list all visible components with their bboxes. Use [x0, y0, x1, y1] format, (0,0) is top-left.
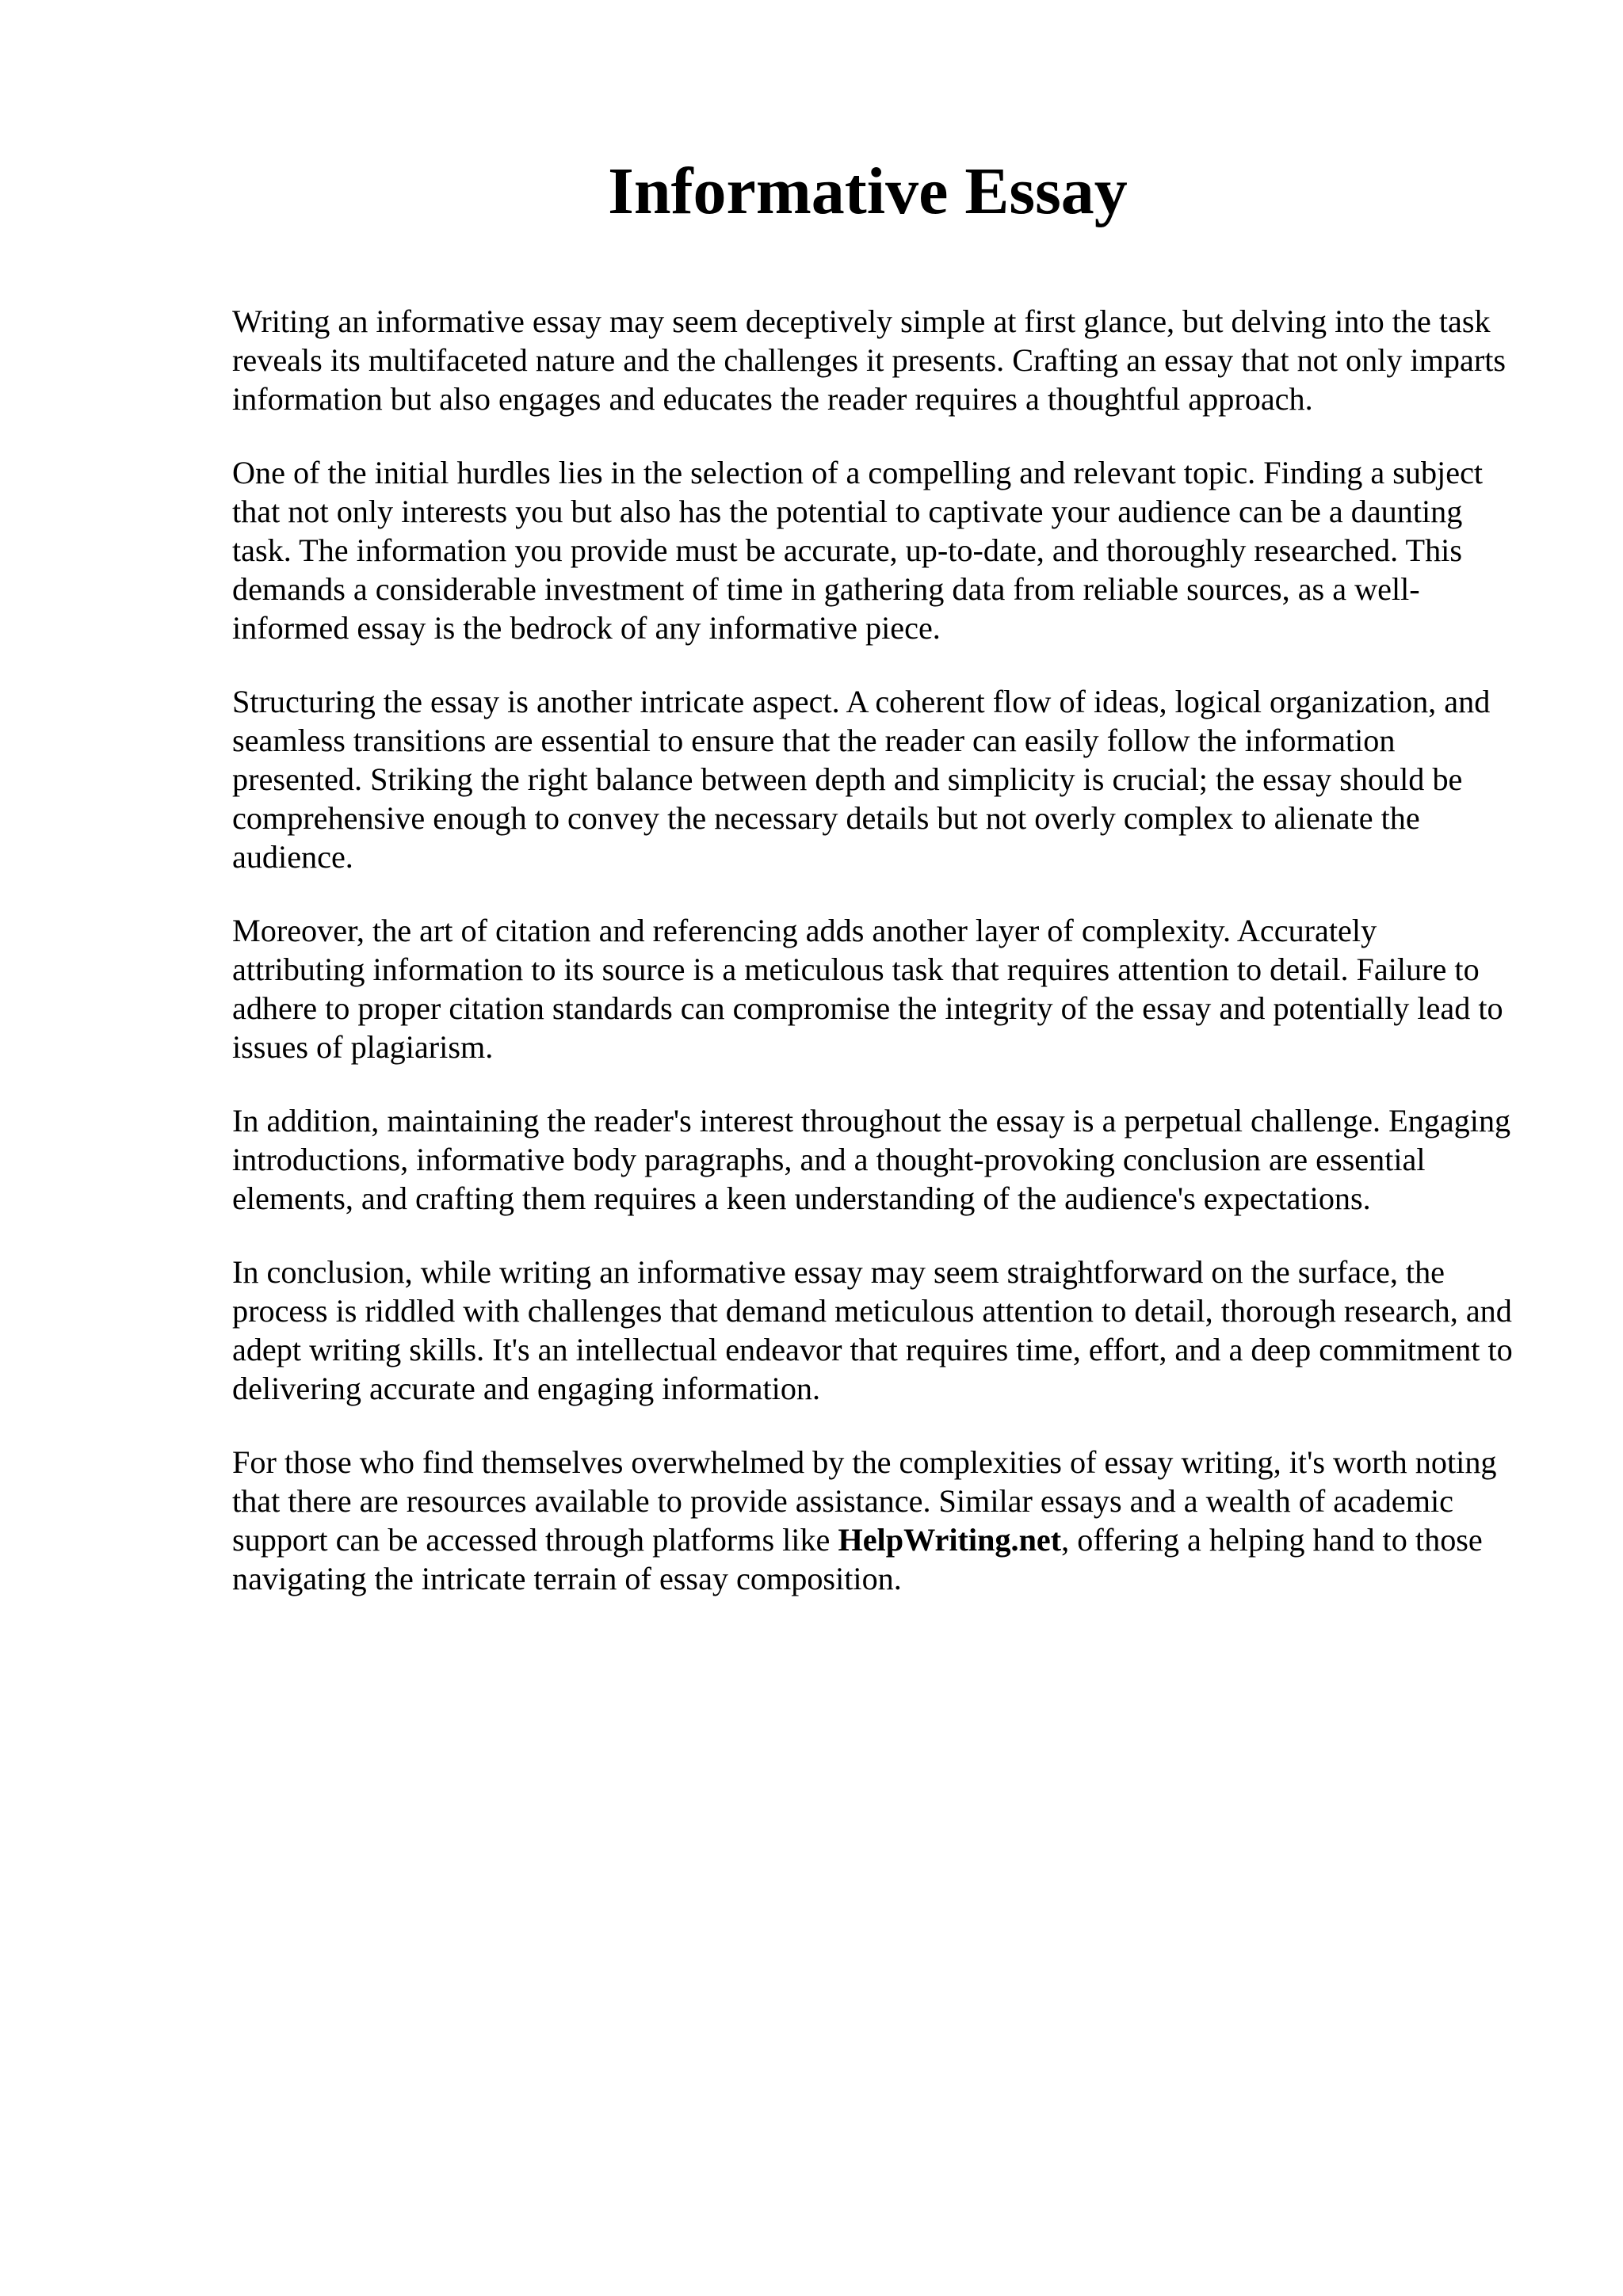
paragraph-topic-selection: One of the initial hurdles lies in the selection of a compelling and relevant topic. Finding a subject that not only interests you but also has the potential to captivate your audience can be a daunting task. The information you provide must be accurate, up-to-date, and thoroughly researched. This demands a considerable investment of time in gathering data from reliable sources, as a well-informed essay is the bedrock of any informative piece.: [232, 455, 1484, 646]
paragraph-structure: Structuring the essay is another intricate aspect. A coherent flow of ideas, logical organization, and seamless transitions are essential to ensure that the reader can easily follow the information presented. Striking the right balance between depth and simplicity is crucial; the essay should be comprehensive enough to convey the necessary details but not overly complex to alienate the audience.: [232, 684, 1491, 875]
document-body: [232, 302, 1516, 1633]
closing-text-before-link: For those who find themselves overwhelmed by the complexities of essay writing, it's worth noting that there are resources available to provide assistance. Similar essays and a wealth of academic support can be accessed through platforms like: [232, 1444, 1497, 1558]
paragraph-intro: Writing an informative essay may seem deceptively simple at first glance, but delving into the task reveals its multifaceted nature and the challenges it presents. Crafting an essay that not only imparts information but also engages and educates the reader requires a thoughtful approach.: [232, 303, 1507, 417]
paragraph-conclusion: In conclusion, while writing an informative essay may seem straightforward on the surface, the process is riddled with challenges that demand meticulous attention to detail, thorough research, and adept writing skills. It's an intellectual endeavor that requires time, effort, and a deep commitment to delivering accurate and engaging information.: [232, 1254, 1513, 1406]
paragraph-closing: [232, 1443, 1516, 1598]
paragraph-citation: Moreover, the art of citation and referencing adds another layer of complexity. Accurately attributing information to its source is a meticulous task that requires attention to detail. Failure to adhere to proper citation standards can compromise the integrity of the essay and potentially lead to issues of plagiarism.: [232, 913, 1503, 1065]
helpwriting-link[interactable]: HelpWriting.net: [838, 1522, 1062, 1558]
closing-text-after-link: , offering a helping hand to those navigating the intricate terrain of essay composition.: [232, 1522, 1483, 1596]
paragraph-reader-interest: In addition, maintaining the reader's interest throughout the essay is a perpetual challenge. Engaging introductions, informative body paragraphs, and a thought-provoking conclusion are essential elements, and crafting them requires a keen understanding of the audience's expectations.: [232, 1103, 1511, 1216]
document-title: Informative Essay: [608, 154, 1128, 228]
